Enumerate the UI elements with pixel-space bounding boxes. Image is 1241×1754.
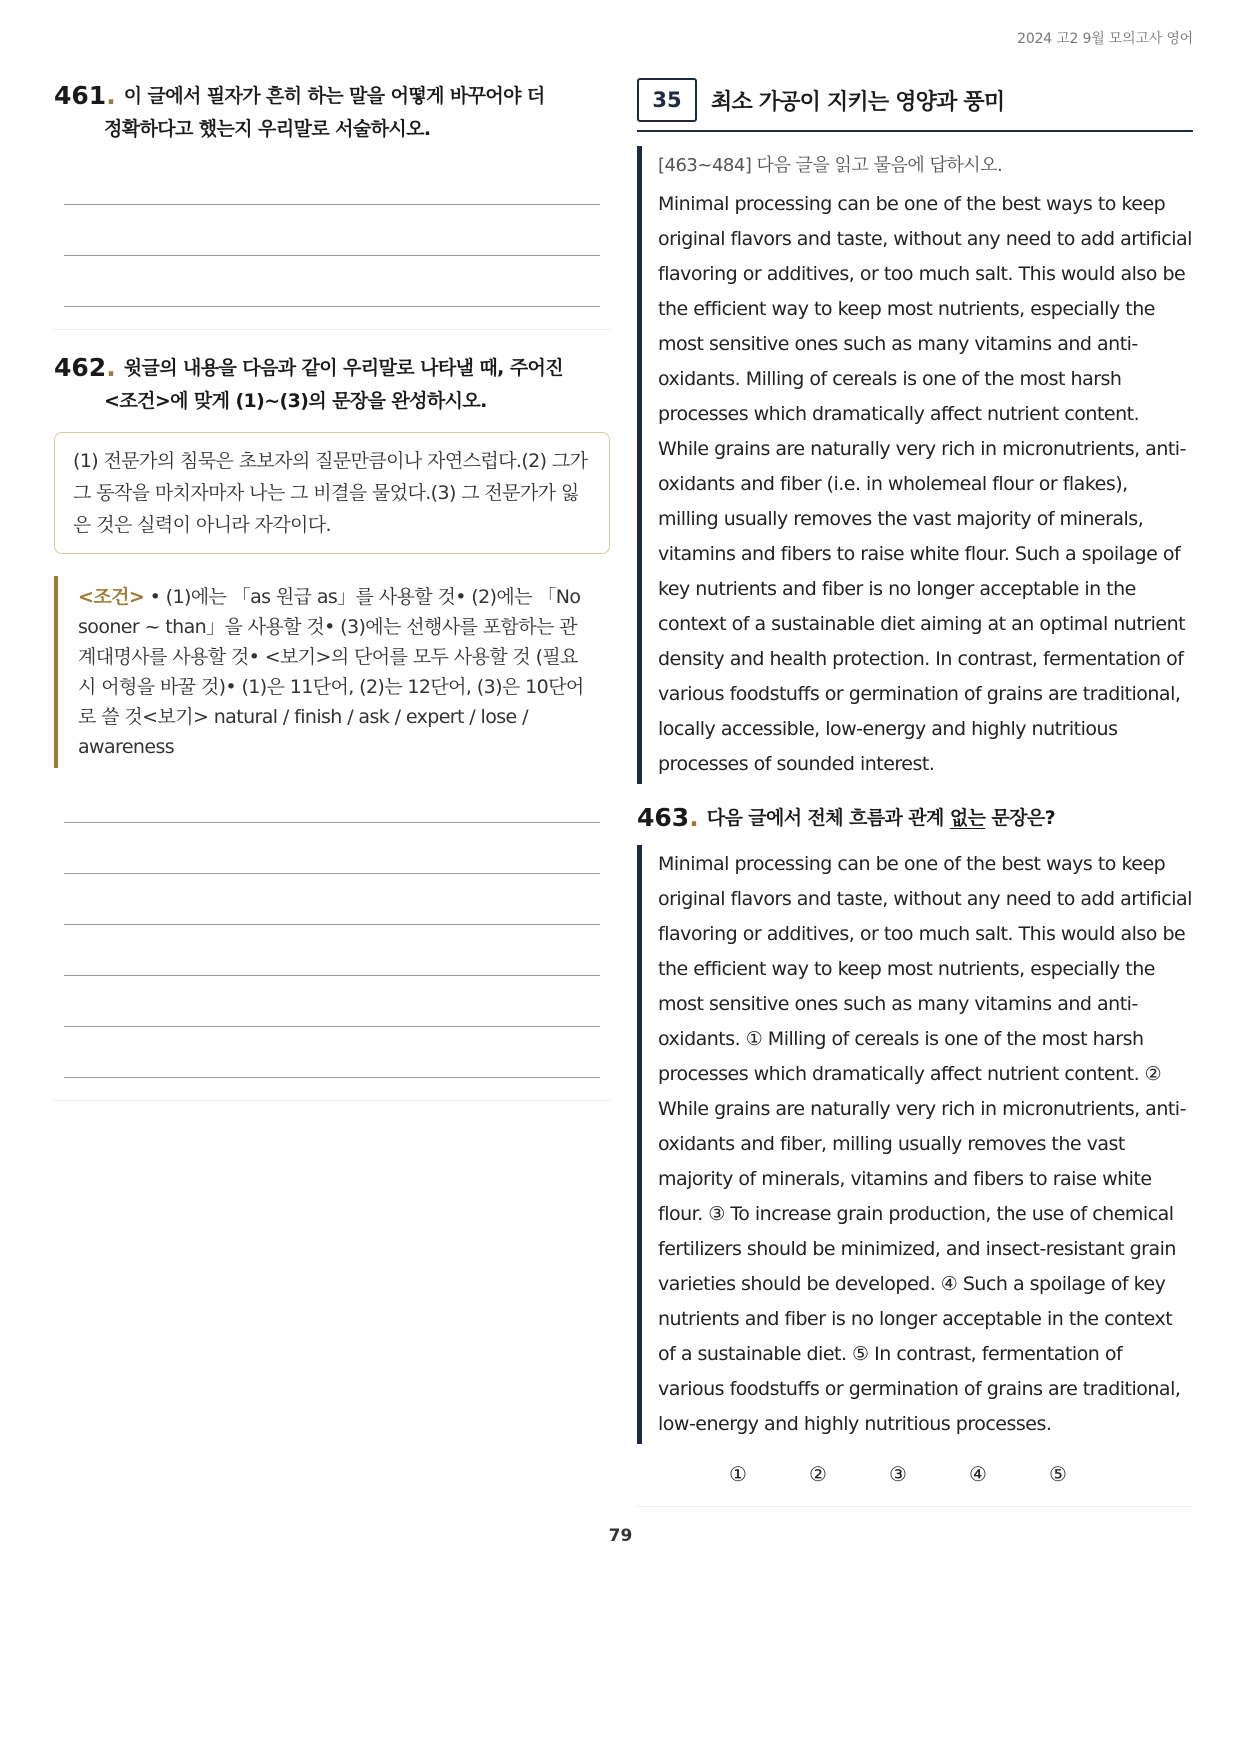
section-number-badge: 35 (637, 78, 697, 122)
conditions-label: <조건> (78, 586, 145, 608)
choice-2[interactable]: ② (809, 1462, 827, 1486)
choice-1[interactable]: ① (729, 1462, 747, 1486)
divider (637, 1506, 1193, 1507)
question-prompt-line2: 정확하다고 했는지 우리말로 서술하시오. (104, 118, 431, 140)
passage-text: Minimal processing can be one of the best ways to keep original flavors and taste, without any need to add artificial flavoring or additives, or too much salt. This would also be the efficient way to keep most nutrients, especially the most sensitive ones such as many vitamins and anti-oxidants. ① Milling of cereals is one of the most harsh processes which dramatically affect nutrient content. ② While grains are naturally very rich in micronutrients, anti-oxidants and fiber, milling usually removes the vast majority of minerals, vitamins and fibers to raise white flour. ③ To increase grain production, the use of chemical fertilizers should be minimized, and insect-resistant grain varieties should be developed. ④ Such a spoilage of key nutrients and fiber is no longer acceptable in the context of a sustainable diet. ⑤ In contrast, fermentation of various foodstuffs or germination of grains are traditional, low-energy and highly nutritious processes. (658, 853, 1192, 1435)
question-462 (54, 352, 610, 1101)
exam-header: 2024 고2 9월 모의고사 영어 (1017, 31, 1193, 47)
passage-text: Minimal processing can be one of the best ways to keep original flavors and taste, without any need to add artificial flavoring or additives, or too much salt. This would also be the efficient way to keep most nutrients, especially the most sensitive ones such as many vitamins and anti-oxidants. Milling of cereals is one of the most harsh processes which dramatically affect nutrient content. While grains are naturally very rich in micronutrients, anti-oxidants and fiber (i.e. in wholemeal flour or flakes), milling usually removes the vast majority of minerals, vitamins and fibers to raise white flour. Such a spoilage of key nutrients and fiber is no longer acceptable in the context of a sustainable diet aiming at an optimal nutrient density and health protection. In contrast, fermentation of various foodstuffs or germination of grains are traditional, locally accessible, low-energy and highly nutritious processes of sounded interest. (658, 193, 1192, 775)
answer-line[interactable] (64, 256, 600, 307)
conditions-text: • (1)에는 「as 원급 as」를 사용할 것• (2)에는 「No sooner ~ than」을 사용할 것• (3)에는 선행사를 포함하는 관계대명사를 사용할 것• <보기>의 단어를 모두 사용할 것 (필요시 어형을 바꿀 것)• (1)은 11단어, (2)는 12단어, (3)은 10단어로 쓸 것<보기> natural / finish / ask / expert / lose / awareness (78, 586, 584, 758)
main-passage (637, 146, 1193, 784)
question-number: 463. (637, 803, 699, 832)
korean-sentences-box: (1) 전문가의 침묵은 초보자의 질문만큼이나 자연스럽다.(2) 그가 그 동작을 마치자마자 나는 그 비결을 물었다.(3) 그 전문가가 잃은 것은 실력이 아니라 자각이다. (54, 432, 610, 554)
question-number: 462. (54, 353, 116, 382)
left-column (54, 80, 610, 1101)
answer-line[interactable] (64, 772, 600, 823)
choice-4[interactable]: ④ (969, 1462, 987, 1486)
answer-choices (637, 1462, 1193, 1486)
question-prompt-line1: 이 글에서 필자가 흔히 하는 말을 어떻게 바꾸어야 더 (123, 85, 545, 107)
question-prompt-line1: 윗글의 내용을 다음과 같이 우리말로 나타낼 때, 주어진 (123, 357, 563, 379)
question-passage (637, 845, 1193, 1444)
answer-line[interactable] (64, 976, 600, 1027)
answer-line[interactable] (64, 823, 600, 874)
question-463 (637, 802, 1193, 1507)
answer-line[interactable] (64, 154, 600, 205)
section-title (637, 78, 1193, 132)
conditions-block (54, 576, 610, 768)
answer-line[interactable] (64, 874, 600, 925)
page-number: 79 (608, 1526, 633, 1546)
question-461 (54, 80, 610, 330)
choice-5[interactable]: ⑤ (1049, 1462, 1067, 1486)
question-prompt-line2: <조건>에 맞게 (1)~(3)의 문장을 완성하시오. (104, 390, 487, 412)
answer-line[interactable] (64, 925, 600, 976)
choice-3[interactable]: ③ (889, 1462, 907, 1486)
answer-line[interactable] (64, 1027, 600, 1078)
passage-instruction: [463~484] 다음 글을 읽고 물음에 답하시오. (658, 155, 1003, 176)
right-column (637, 78, 1193, 1507)
question-prompt: 다음 글에서 전체 흐름과 관계 없는 문장은? (706, 807, 1056, 829)
divider (54, 329, 610, 330)
answer-line[interactable] (64, 205, 600, 256)
section-name: 최소 가공이 지키는 영양과 풍미 (711, 89, 1005, 115)
question-number: 461. (54, 81, 116, 110)
divider (54, 1100, 610, 1101)
